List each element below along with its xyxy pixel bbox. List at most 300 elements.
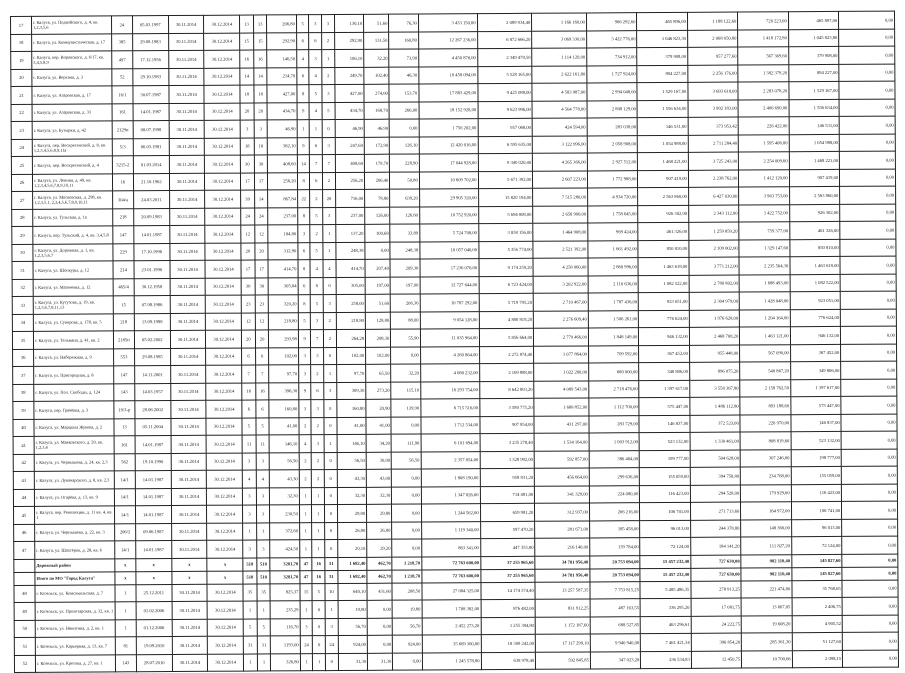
building-area-cell: 382,10 — [268, 137, 298, 155]
building-area-cell: 396,30 — [269, 382, 299, 400]
fund-regional-cell: 1 534 164,00 — [534, 433, 589, 451]
address-cell: г. Калуга, ул. Шахтёров, д. 28, кв. 6 — [35, 541, 115, 559]
building-area-cell: 237,00 — [268, 207, 298, 225]
residents-resettled-cell: 3 — [256, 452, 270, 470]
cost-total-cell: 10 609 702,00 — [419, 171, 478, 189]
fund-regional-cell: 592 845,85 — [536, 651, 591, 669]
row-number-cell: 45 — [13, 506, 34, 524]
flats-private-cell: 16 — [312, 570, 325, 583]
fund-local-cell: 2 808 129,00 — [587, 100, 638, 118]
cost-total-cell: 3 433 150,00 — [418, 14, 477, 32]
plan-date-cell: 30.11.2014 — [168, 15, 204, 33]
doc-date-cell: 05.11.2004 — [135, 418, 171, 436]
cost-extra-regional-cell: 1 428 048,00 — [739, 292, 790, 310]
flats-municipal-cell: 0 — [324, 400, 337, 418]
doc-number-cell: 19/3-р — [114, 401, 135, 419]
end-date-cell: 30.12.2014 — [207, 523, 243, 541]
other-sources-cell: 0,00 — [842, 632, 898, 650]
flats-total-cell: 9 — [299, 382, 312, 400]
cost-extra-regional-cell: 285 361,30 — [742, 633, 793, 651]
residents-resettled-cell: 12 — [255, 312, 269, 330]
doc-number-cell: 229 — [113, 243, 134, 261]
fund-other-cell: 199 777,00 — [640, 450, 691, 468]
cost-total-cell: 4 450 870,00 — [418, 49, 477, 67]
fund-federal-cell: 9 425 088,00 — [478, 83, 533, 101]
cost-total-cell: 10 752 920,00 — [419, 206, 478, 224]
plan-date-cell: x — [172, 571, 208, 584]
fund-regional-cell: 2 607 223,00 — [533, 170, 588, 188]
flats-municipal-cell: 0 — [323, 277, 336, 295]
area-municipal-cell: 206,36 — [391, 294, 421, 312]
fund-regional-cell: 3 122 996,00 — [532, 135, 587, 153]
fund-other-cell: 72 124,00 — [640, 537, 691, 555]
plan-date-cell: 30.11.2014 — [170, 365, 206, 383]
building-area-cell: 43,30 — [270, 470, 300, 488]
area-private-cell: 207,40 — [365, 259, 390, 277]
area-private-cell: 20,90 — [366, 399, 391, 417]
fund-federal-cell: 37 255 965,60 — [480, 569, 535, 582]
cost-extra-regional-cell: 1 329 147,60 — [739, 239, 790, 257]
area-total-cell: 56,50 — [337, 452, 367, 470]
fund-local-cell: 1 506 261,00 — [588, 310, 639, 328]
cost-extra-cell: 24 222,75 — [691, 616, 742, 634]
doc-number-cell: 304/a — [112, 191, 133, 209]
flats-private-cell: 3 — [311, 400, 324, 418]
flats-private-cell: 4 — [310, 260, 323, 278]
row-number-cell: 36 — [13, 349, 34, 367]
doc-date-cell: 01.12.2006 — [136, 619, 172, 637]
building-area-cell: 408,60 — [268, 155, 298, 173]
cost-extra-local-cell: 106 741,00 — [791, 501, 842, 519]
doc-number-cell: 218 — [113, 313, 134, 331]
area-municipal-cell: 0,00 — [391, 416, 421, 434]
row-number-cell: 47 — [14, 541, 35, 559]
fund-federal-cell: 3 580 775,20 — [479, 398, 534, 416]
flats-total-cell: 3 — [300, 618, 313, 636]
address-cell: г. Калуга, ул. Суворова, д. 178, кв. 5 — [33, 313, 113, 331]
doc-number-cell: 147 — [114, 366, 135, 384]
end-date-cell: 30.12.2014 — [208, 654, 244, 672]
cost-extra-regional-cell: 1 688 493,00 — [739, 274, 790, 292]
residents-cell: 6 — [242, 348, 256, 366]
plan-date-cell: 30.11.2014 — [170, 348, 206, 366]
area-total-cell: 305,00 — [336, 277, 366, 295]
fund-federal-cell: 659 981,20 — [480, 503, 535, 521]
cost-total-cell: 12 727 644,00 — [420, 276, 479, 294]
fund-regional-cell: 341 329,00 — [535, 485, 590, 503]
building-area-cell: 46,90 — [268, 120, 298, 138]
fund-other-cell: 348 806,00 — [639, 362, 690, 380]
row-number-cell: 28 — [12, 209, 33, 227]
area-private-cell: 43,00 — [366, 469, 391, 487]
flats-municipal-cell: 4 — [323, 260, 336, 278]
fund-local-cell: 283 729,00 — [589, 415, 640, 433]
cost-total-cell: 72 763 600,00 — [422, 569, 481, 582]
fund-regional-cell: 1 022 200,00 — [534, 363, 589, 381]
flats-private-cell: 6 — [310, 137, 323, 155]
flats-private-cell: 0 — [313, 636, 326, 654]
doc-number-cell: 161 — [112, 103, 133, 121]
other-sources-cell: 0,00 — [840, 221, 896, 239]
fund-local-cell: 709 592,00 — [588, 345, 639, 363]
residents-resettled-cell: 18 — [254, 85, 268, 103]
plan-date-cell: 30.11.2014 — [170, 330, 206, 348]
flats-private-cell: 7 — [311, 330, 324, 348]
plan-date-cell: 30.11.2014 — [169, 225, 205, 243]
flats-municipal-cell: 2 — [323, 330, 336, 348]
residents-cell: 31 — [243, 636, 257, 654]
area-total-cell: 97,70 — [336, 364, 366, 382]
fund-federal-cell: 5 719 795,20 — [479, 293, 534, 311]
other-sources-cell: 0,00 — [840, 274, 896, 292]
cost-extra-cell: 394 758,80 — [690, 467, 741, 485]
residents-cell: 6 — [242, 400, 256, 418]
end-date-cell: 30.12.2014 — [208, 619, 244, 637]
flats-municipal-cell: 0 — [325, 522, 338, 540]
cost-extra-regional-cell: 2 283 078,20 — [738, 82, 789, 100]
residents-cell: 12 — [241, 313, 255, 331]
row-number-cell: 48 — [14, 585, 35, 603]
flats-private-cell: 5 — [310, 242, 323, 260]
other-sources-cell: 0,00 — [840, 309, 896, 327]
flats-private-cell: 1 — [312, 487, 325, 505]
cost-extra-cell: 372 523,00 — [690, 415, 741, 433]
area-total-cell: 427,00 — [335, 84, 365, 102]
flats-private-cell: 5 — [310, 207, 323, 225]
plan-date-cell: 30.11.2014 — [171, 435, 207, 453]
flats-municipal-cell: 3 — [322, 15, 335, 33]
doc-number-cell: 1 — [115, 584, 136, 602]
area-municipal-cell: 33,89 — [390, 224, 420, 242]
area-private-cell: 34,20 — [366, 434, 391, 452]
fund-other-cell: 1 054 988,00 — [638, 135, 689, 153]
building-area-cell: 326,80 — [271, 653, 301, 671]
other-sources-cell: 0,00 — [841, 466, 897, 484]
cost-extra-cell: 1 486 112,80 — [690, 397, 741, 415]
doc-number-cell: 15 — [113, 296, 134, 314]
address-cell: г. Калуга, ул. Московская, д. 298, кв. 1,2,3,5,1, 2,3,4,5,6,7,8,9,10,11 — [33, 191, 113, 209]
area-municipal-cell: 248,38 — [390, 242, 420, 260]
flats-municipal-cell: 7 — [322, 155, 335, 173]
doc-date-cell: 14.01.1987 — [135, 471, 171, 489]
cost-extra-regional-cell: 2 254 009,60 — [739, 152, 790, 170]
fund-other-cell: 1 046 823,30 — [637, 30, 688, 48]
flats-municipal-cell: 3 — [322, 85, 335, 103]
fund-federal-cell: 9 623 996,00 — [478, 101, 533, 119]
fund-other-cell: 155 059,00 — [640, 467, 691, 485]
building-area-cell: 160,80 — [269, 400, 299, 418]
area-private-cell: 274,00 — [364, 84, 389, 102]
cost-extra-cell: 396 854,20 — [691, 633, 742, 651]
flats-total-cell: 6 — [296, 32, 309, 50]
row-number-cell: 34 — [12, 314, 33, 332]
area-private-cell: 462,70 — [367, 557, 392, 570]
residents-cell: 15 — [240, 33, 254, 51]
end-date-cell: 30.12.2014 — [206, 295, 242, 313]
fund-federal-cell: 15 820 194,00 — [478, 188, 533, 206]
flats-total-cell: 1 — [299, 522, 312, 540]
flats-municipal-cell: 24 — [325, 636, 338, 654]
cost-extra-local-cell: 850 810,00 — [790, 239, 841, 257]
cost-extra-cell: 3 725 243,00 — [688, 152, 739, 170]
address-cell: г. Калуга, ул. Матвеевка, д. 12 — [33, 278, 113, 296]
building-area-cell: 867,84 — [268, 190, 298, 208]
residents-cell: 24 — [241, 208, 255, 226]
flats-total-cell: 6 — [297, 67, 310, 85]
cost-extra-local-cell: 523 132,00 — [791, 431, 842, 449]
fund-local-cell: 4 934 720,00 — [587, 188, 638, 206]
fund-regional-cell: 34 781 956,40 — [535, 555, 590, 568]
cost-total-cell: 2 452 273,20 — [422, 617, 481, 635]
flats-total-cell: 3 — [298, 347, 311, 365]
doc-date-cell: x — [136, 571, 172, 584]
flats-total-cell: 1 — [297, 120, 310, 138]
residents-resettled-cell: 11 — [256, 435, 270, 453]
fund-federal-cell: 3 235 278,40 — [480, 433, 535, 451]
cost-extra-local-cell: 894 227,00 — [789, 64, 840, 82]
area-municipal-cell: 126,10 — [390, 137, 420, 155]
area-municipal-cell: 19,80 — [392, 600, 422, 618]
cost-extra-local-cell: 2 406,75 — [792, 597, 843, 615]
area-total-cell: 249,70 — [334, 67, 364, 85]
flats-private-cell: 7 — [310, 155, 323, 173]
cost-extra-regional-cell: 179 929,00 — [741, 484, 792, 502]
other-sources-cell: 0,00 — [840, 256, 896, 274]
end-date-cell: 30.12.2014 — [206, 330, 242, 348]
cost-total-cell: 11 035 964,00 — [420, 329, 479, 347]
cost-extra-cell: 1 188 122,60 — [687, 12, 738, 30]
cost-extra-regional-cell: 19 608,20 — [741, 615, 792, 633]
area-private-cell: 172,90 — [364, 137, 389, 155]
residents-resettled-cell: 17 — [254, 172, 268, 190]
flats-total-cell: 1 — [299, 505, 312, 523]
cost-extra-cell: 2 238 762,00 — [688, 170, 739, 188]
housing-register-table — [10, 11, 899, 673]
flats-private-cell: 2 — [310, 225, 323, 243]
end-date-cell: 30.12.2014 — [205, 225, 241, 243]
row-number-cell: 51 — [14, 637, 35, 655]
fund-other-cell: 5 485 486,35 — [640, 581, 691, 599]
fund-local-cell: 9 940 940,00 — [590, 634, 641, 652]
plan-date-cell: 30.11.2014 — [171, 418, 207, 436]
area-total-cell: 434,70 — [335, 102, 365, 120]
fund-local-cell: 1 758 645,00 — [588, 205, 639, 223]
cost-extra-regional-cell: 893 188,60 — [740, 397, 791, 415]
row-number-cell: 41 — [13, 436, 34, 454]
other-sources-cell: 0,00 — [840, 291, 896, 309]
area-total-cell: 237,00 — [335, 207, 365, 225]
fund-other-cell: 776 624,00 — [639, 310, 690, 328]
fund-local-cell: 224 080,00 — [589, 485, 640, 503]
building-area-cell: 146,50 — [267, 50, 297, 68]
cost-extra-local-cell: 198 777,00 — [791, 449, 842, 467]
fund-regional-cell: 34 781 956,40 — [535, 568, 590, 581]
area-municipal-cell: 0,00 — [392, 469, 422, 487]
residents-resettled-cell: 518 — [257, 570, 271, 583]
area-private-cell: 46,90 — [364, 119, 389, 137]
fund-regional-cell: 2 521 392,00 — [533, 240, 588, 258]
area-municipal-cell: 0,00 — [392, 504, 422, 522]
row-number-cell: 30 — [12, 244, 33, 262]
row-number-cell: 19 — [11, 51, 32, 69]
flats-total-cell: 8 — [297, 85, 310, 103]
fund-other-cell: 463 296,61 — [641, 616, 692, 634]
residents-cell: 3 — [242, 488, 256, 506]
flats-total-cell: 8 — [298, 260, 311, 278]
address-cell: г. Калуга, ул. Пригородная, д. 8 — [34, 366, 114, 384]
residents-resettled-cell: 3 — [256, 540, 270, 558]
plan-date-cell: 30.11.2014 — [171, 453, 207, 471]
end-date-cell: 30.12.2014 — [206, 418, 242, 436]
doc-date-cell: 07.08.1986 — [134, 296, 170, 314]
address-cell: г. Калуга, ул. Тульская, д. 1а — [33, 208, 113, 226]
fund-local-cell: 1 848 149,00 — [588, 328, 639, 346]
cost-extra-local-cell: 155 059,00 — [791, 466, 842, 484]
fund-regional-cell: 1 464 908,00 — [533, 223, 588, 241]
flats-private-cell: 5 — [309, 85, 322, 103]
cost-total-cell: 1 712 534,00 — [421, 416, 480, 434]
residents-cell: 20 — [241, 243, 255, 261]
building-area-cell: 424,50 — [270, 540, 300, 558]
flats-total-cell: 3 — [299, 400, 312, 418]
residents-cell: 518 — [243, 571, 257, 584]
fund-regional-cell: 312 937,00 — [535, 503, 590, 521]
residents-resettled-cell: 12 — [255, 225, 269, 243]
flats-municipal-cell: 1 — [322, 50, 335, 68]
doc-date-cell: 14.11.2001 — [135, 366, 171, 384]
doc-number-cell: 553 — [113, 348, 134, 366]
cost-extra-cell: 2 711 284,40 — [688, 135, 739, 153]
cost-extra-regional-cell: 1 463 121,00 — [740, 327, 791, 345]
building-area-cell: 230,50 — [270, 505, 300, 523]
flats-municipal-cell: 1 — [323, 225, 336, 243]
residents-resettled-cell: 17 — [255, 260, 269, 278]
row-number-cell: 22 — [11, 104, 32, 122]
fund-local-cell: 20 753 094,00 — [590, 568, 641, 581]
fund-regional-cell: 456 664,00 — [535, 468, 590, 486]
end-date-cell: 30.12.2014 — [205, 243, 241, 261]
doc-date-cell: 14.03.1957 — [135, 383, 171, 401]
cost-total-cell: 10 787 292,00 — [420, 294, 479, 312]
area-private-cell: 30,00 — [366, 452, 391, 470]
area-private-cell: 65,50 — [366, 364, 391, 382]
building-area-cell: 292,90 — [267, 32, 297, 50]
end-date-cell: 30.12.2014 — [204, 33, 240, 51]
plan-date-cell: 30.11.2014 — [169, 173, 205, 191]
building-area-cell: 214,70 — [267, 67, 297, 85]
other-sources-cell: 0,00 — [841, 361, 897, 379]
flats-private-cell: 1 — [312, 505, 325, 523]
cost-total-cell: 12 420 016,00 — [419, 136, 478, 154]
cost-total-cell: 6 715 516,00 — [421, 399, 480, 417]
residents-cell: 20 — [240, 103, 254, 121]
flats-municipal-cell: 2 — [323, 312, 336, 330]
flats-municipal-cell: 0 — [325, 505, 338, 523]
fund-other-cell: 946 132,00 — [639, 327, 690, 345]
area-municipal-cell: 56,50 — [391, 451, 421, 469]
area-total-cell: 408,60 — [335, 154, 365, 172]
doc-number-cell: x — [115, 558, 136, 571]
other-sources-cell: 0,00 — [842, 580, 898, 598]
end-date-cell: 30.12.2014 — [204, 15, 240, 33]
address-cell: г. Калуга, ул. Ленина, д. 49, кв. 1,2,3,4,5,6,7,8,9,10,11 — [32, 173, 112, 191]
address-cell: г. Калуга, ул. Кутузова, д. 19, кв. 1,2,3,6,7,8,11,13 — [33, 296, 113, 314]
doc-number-cell: 562 — [114, 453, 135, 471]
residents-resettled-cell: 31 — [257, 636, 271, 654]
fund-local-cell: 1 003 912,00 — [589, 433, 640, 451]
residents-cell: 3 — [243, 505, 257, 523]
flats-total-cell: 2 — [299, 470, 312, 488]
plan-date-cell: 30.11.2014 — [171, 488, 207, 506]
cost-total-cell: 2 357 854,00 — [421, 451, 480, 469]
cost-extra-regional-cell: 1 422 752,00 — [739, 204, 790, 222]
residents-cell: 518 — [243, 558, 257, 571]
doc-number-cell: 16 — [112, 173, 133, 191]
area-total-cell: 292,90 — [334, 32, 364, 50]
end-date-cell: 30.12.2014 — [204, 103, 240, 121]
area-municipal-cell: 139,90 — [391, 399, 421, 417]
other-sources-cell: 0,00 — [842, 536, 898, 554]
row-number-cell: 31 — [12, 261, 33, 279]
doc-date-cell: 14.01.1987 — [135, 506, 171, 524]
other-sources-cell: 0,00 — [840, 151, 896, 169]
fund-local-cell: 1 727 924,00 — [587, 65, 638, 83]
end-date-cell: 30.12.2014 — [206, 313, 242, 331]
residents-resettled-cell: 16 — [253, 50, 267, 68]
flats-total-cell: 3 — [298, 225, 311, 243]
residents-resettled-cell: 20 — [255, 330, 269, 348]
area-total-cell: 146,10 — [337, 434, 367, 452]
flats-municipal-cell: 1 — [324, 365, 337, 383]
fund-federal-cell: 5 356 774,00 — [478, 241, 533, 259]
flats-municipal-cell: 1 — [324, 435, 337, 453]
fund-regional-cell: 1 077 864,00 — [534, 345, 589, 363]
doc-number-cell: 52 — [112, 68, 133, 86]
fund-regional-cell: 424 594,00 — [532, 118, 587, 136]
flats-private-cell: 4 — [309, 67, 322, 85]
flats-private-cell: 3 — [312, 435, 325, 453]
cost-total-cell: 1 808 190,00 — [421, 469, 480, 487]
fund-federal-cell: 2 089 934,40 — [477, 13, 532, 31]
flats-private-cell: 0 — [313, 618, 326, 636]
fund-federal-cell: 3 058 156,00 — [478, 223, 533, 241]
area-municipal-cell: 55,90 — [391, 329, 421, 347]
fund-local-cell: 2 927 512,00 — [587, 153, 638, 171]
cost-total-cell: 9 054 128,00 — [420, 311, 479, 329]
flats-total-cell: 8 — [298, 295, 311, 313]
area-private-cell: 26,80 — [367, 522, 392, 540]
address-cell: г. Козельск, ул. Никитина, д. 2, кв. 1 — [35, 619, 115, 637]
doc-number-cell: 14/1 — [114, 488, 135, 506]
doc-date-cell: 29.08.1985 — [134, 348, 170, 366]
cost-extra-regional-cell: 982 110,40 — [741, 554, 792, 567]
flats-municipal-cell: 0 — [324, 470, 337, 488]
flats-total-cell: 9 — [297, 137, 310, 155]
plan-date-cell: 30.11.2014 — [172, 584, 208, 602]
doc-number-cell: 14/1 — [114, 471, 135, 489]
address-cell: г. Калуга, ул. Верхняя, д. 3 — [32, 68, 112, 86]
doc-date-cell: 05.03.1997 — [132, 16, 168, 34]
fund-regional-cell: 431 297,00 — [534, 415, 589, 433]
end-date-cell: 30.12.2014 — [207, 505, 243, 523]
row-number-cell: 43 — [13, 471, 34, 489]
fund-local-cell: 299 636,00 — [589, 468, 640, 486]
area-municipal-cell: 50,80 — [390, 172, 420, 190]
end-date-cell: 30.12.2014 — [206, 348, 242, 366]
other-sources-cell: 0,00 — [843, 650, 899, 668]
fund-regional-cell: 1 172 187,60 — [535, 616, 590, 634]
fund-federal-cell: 876 482,00 — [481, 599, 536, 617]
